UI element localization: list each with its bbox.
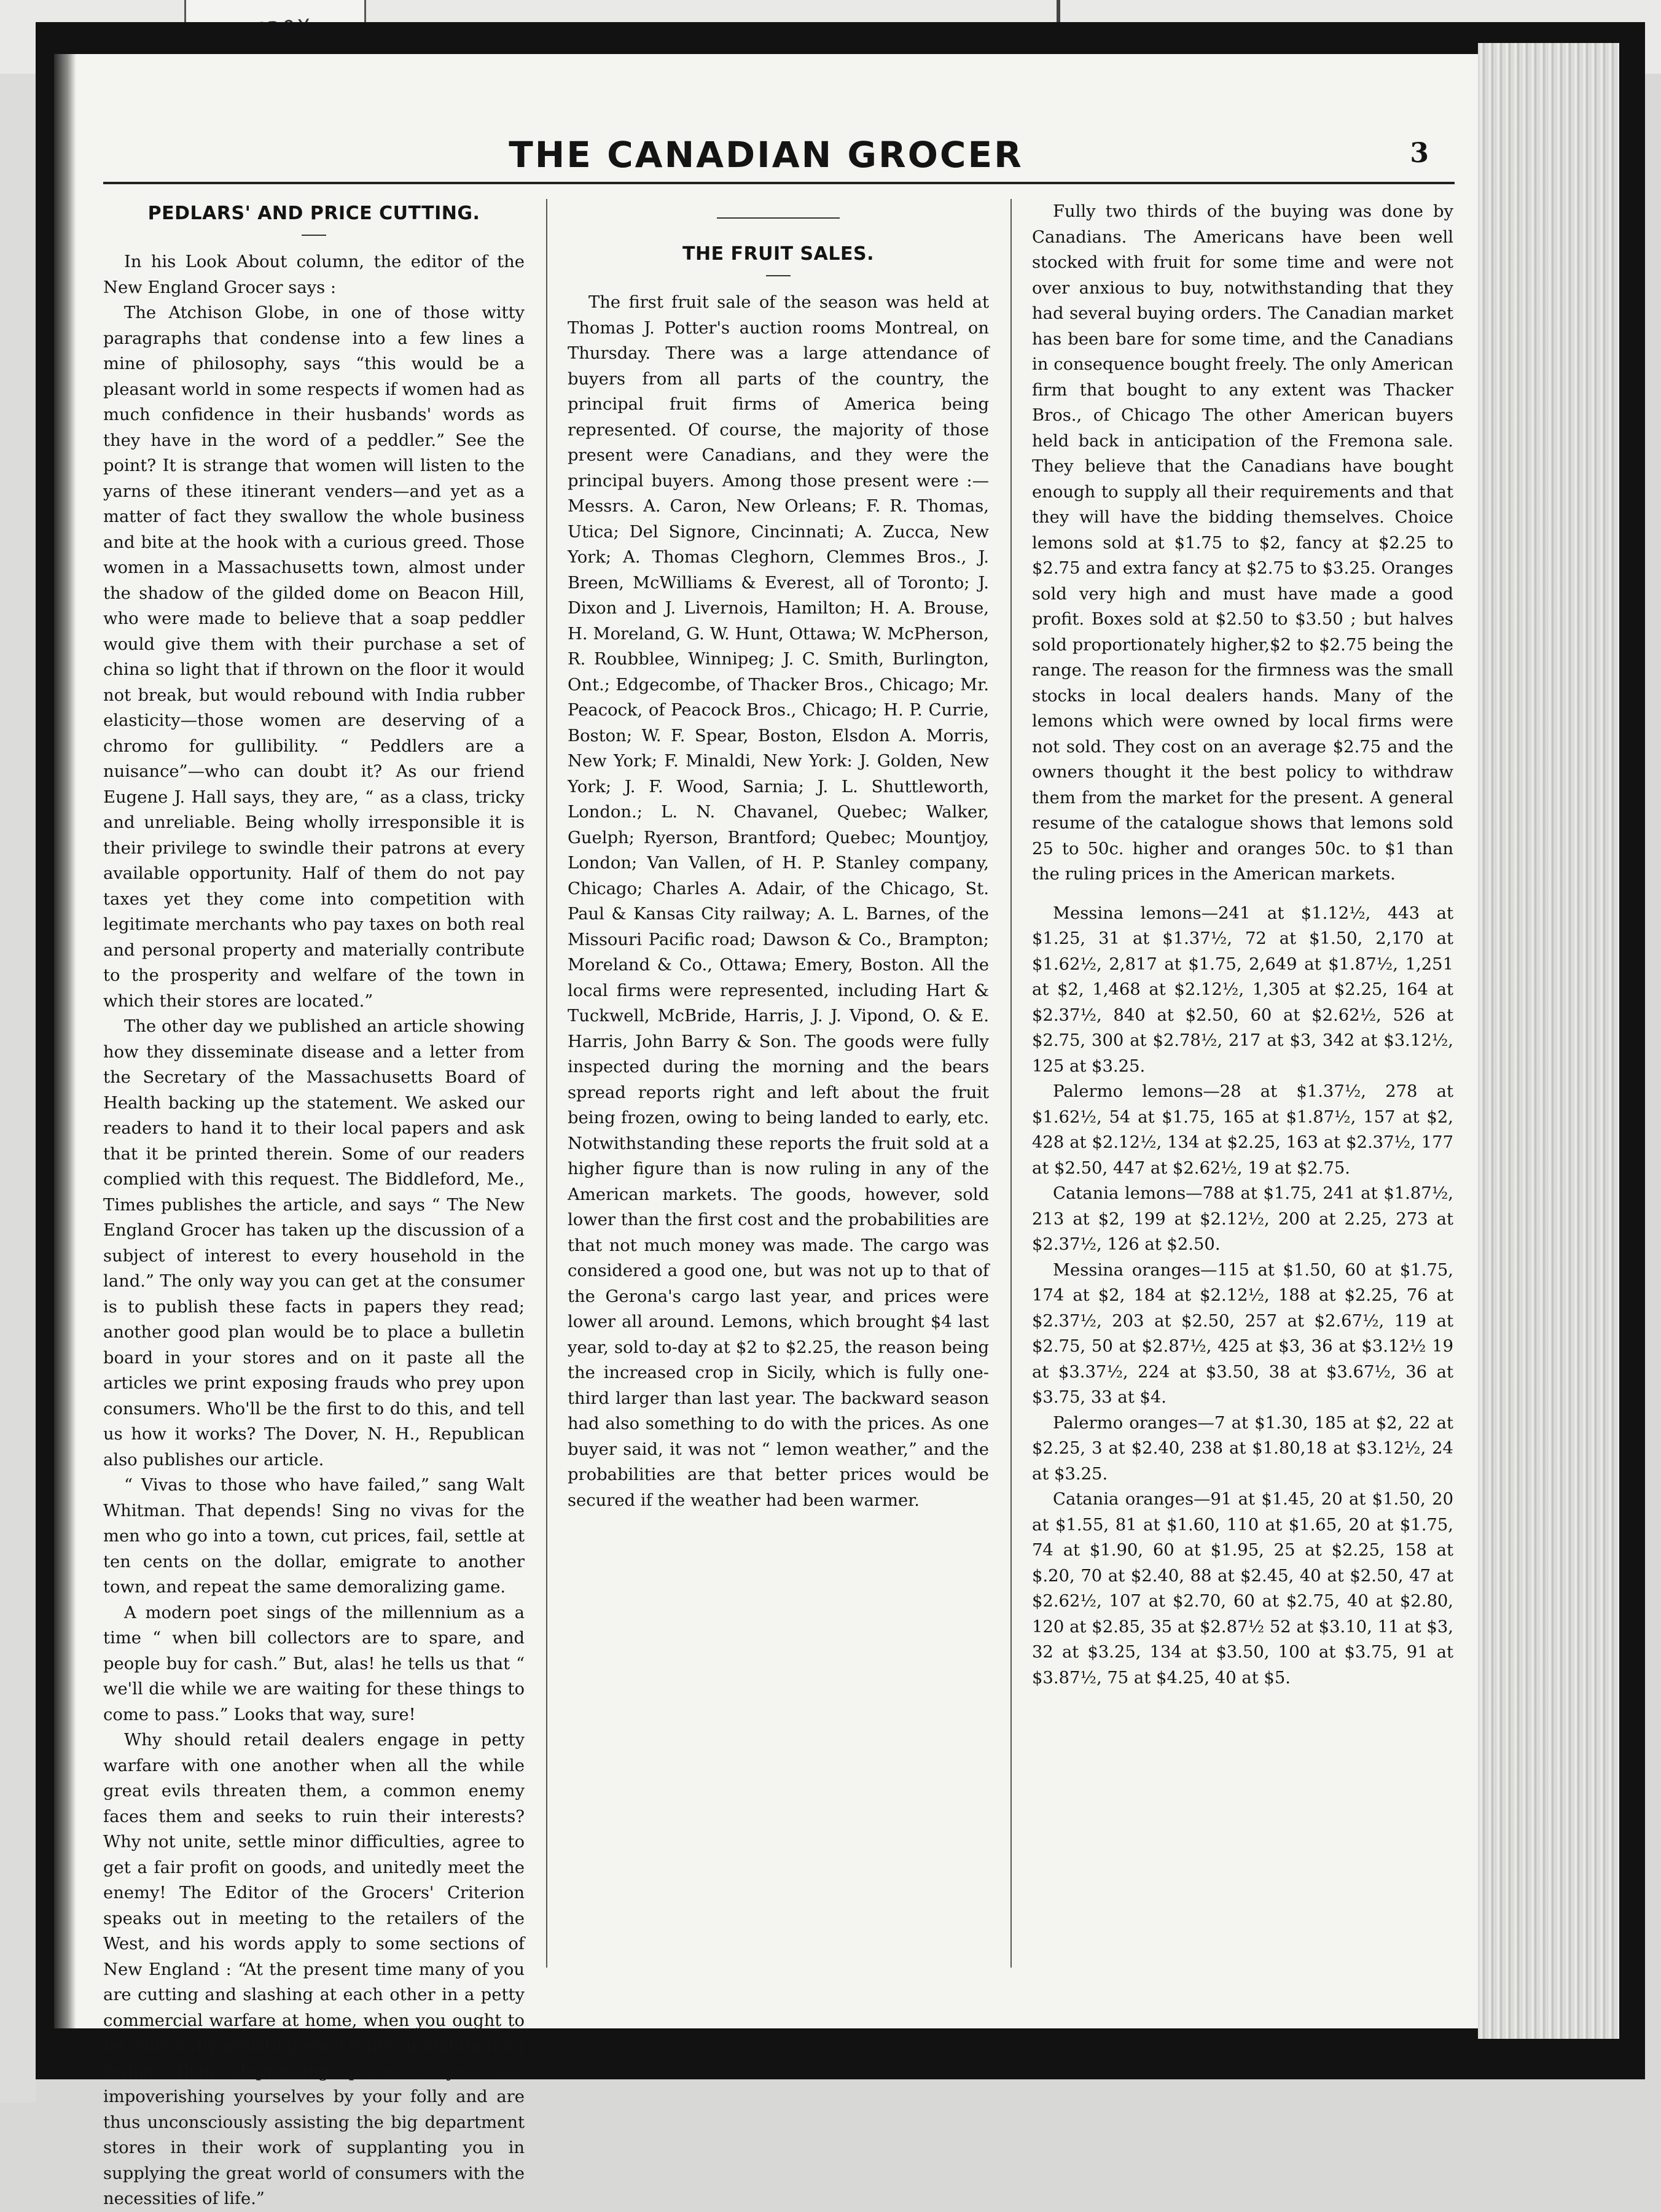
paragraph: Why should retail dealers engage in petty warfare with one another when all the while great evils threaten them, a common enemy faces them and seeks to ruin their interests? Why not unite, settle minor difficulties, agree to get a fair profit on goods, and unitedly meet the enemy! The Editor of the Grocers' Criterion speaks out in meeting to the retailers of the West, and his words apply to some sections of New England : “At the present time many of you are cutting and slashing at each other in a petty commercial warfare at home, when you ought to be constantly assisting each other in maintaining rather than depressing prices ; you are impoverishing yourselves by your folly and are thus unconsciously assisting the big department stores in their work of supplanting you in supplying the great world of consumers with the necessities of life.”	[103, 1731, 525, 2208]
paragraph: The other day we published an article showing how they disseminate disease and a letter from the Secretary of the Massachusetts Board of Health backing up the statement. We asked our readers to hand it to their local papers and ask that it be printed therein. Some of our readers complied with this request. The Biddleford, Me., Times publishes the article, and says “ The New England Grocer has taken up the discussion of a subject of interest to every household in the land.” The only way you can get at the consumer is to publish these facts in papers they read; another good plan would be to place a bulletin board in your stores and on it paste all the articles we print exposing frauds who prey upon consumers. Who'll be the first to do this, and tell us how it works? The Dover, N. H., Republican also publishes our article.	[103, 1017, 525, 1470]
column-3	[1032, 199, 1453, 1980]
paragraph: A modern poet sings of the millennium as a time “ when bill collectors are to spare, and people buy for cash.” But, alas! he tells us that “ we'll die while we are waiting for these things to come to pass.” Looks that way, sure!	[103, 1603, 525, 1724]
page-header	[54, 134, 1478, 189]
column-1	[103, 199, 525, 2208]
page-gutter	[54, 54, 76, 2028]
spacer	[1032, 887, 1453, 901]
paragraph: Fully two thirds of the buying was done by Canadians. The Americans have been well stocked with fruit for some time and were not over anxious to buy, notwithstanding that they had several buying orders. The Canadian market has been bare for some time, and the Canadians in consequence bought freely. The only American firm that bought to any extent was Thacker Bros., of Chicago The other American buyers held back in anticipation of the Fremona sale. They believe that the Canadians have bought enough to supply all their requirements and that they will have the bidding themselves. Choice lemons sold at $1.75 to $2, fancy at $2.25 to $2.75 and extra fancy at $2.75 to $3.25. Oranges sold very high and must have made a good profit. Boxes sold at $2.50 to $3.50 ; but halves sold proportionately higher,$2 to $2.75 being the range. The reason for the firmness was the small stocks in local dealers hands. Many of the lemons which were owned by local firms were not sold. They cost on an average $2.75 and the owners thought it the best policy to withdraw them from the market for the present. A general resume of the catalogue shows that lemons sold 25 to 50c. higher and oranges 50c. to $1 than the ruling prices in the American markets.	[1032, 202, 1453, 884]
heading-rule	[302, 235, 326, 236]
paragraph: “ Vivas to those who have failed,” sang Walt Whitman. That depends! Sing no vivas for the men who go into a town, cut prices, fail, settle at ten cents on the dollar, emigrate to another town, and repeat the same demoralizing game.	[103, 1476, 525, 1597]
paragraph: In his Look About column, the editor of the New England Grocer says :	[103, 252, 525, 297]
article-heading-fruit-sales: THE FRUIT SALES.	[682, 243, 874, 265]
page-number: 3	[1410, 138, 1429, 169]
price-list-palermo-oranges: Palermo oranges—7 at $1.30, 185 at $2, 22 at $2.25, 3 at $2.40, 238 at $1.80,18 at $3.12½, 24 at $3.25.	[1032, 1413, 1453, 1484]
column-divider	[1010, 199, 1012, 1968]
paragraph: The first fruit sale of the season was held at Thomas J. Potter's auction rooms Montreal, on Thursday. There was a large attendance of buyers from all parts of the country, the principal fruit firms of America being represented. Of course, the majority of those present were Canadians, and they were the principal buyers. Among those present were :—Messrs. A. Caron, New Orleans; F. R. Thomas, Utica; Del Signore, Cincinnati; A. Zucca, New York; A. Thomas Cleghorn, Clemmes Bros., J. Breen, McWilliams & Everest, all of Toronto; J. Dixon and J. Livernois, Hamilton; H. A. Brouse, H. Moreland, G. W. Hunt, Ottawa; W. McPherson, R. Roubblee, Winnipeg; J. C. Smith, Burlington, Ont.; Edgecombe, of Thacker Bros., Chicago; Mr. Peacock, of Peacock Bros., Chicago; H. P. Currie, Boston; W. F. Spear, Boston, Elsdon A. Morris, New York; F. Minaldi, New York: J. Golden, New York; J. F. Wood, Sarnia; J. L. Shuttleworth, London.; L. N. Chavanel, Quebec; Walker, Guelph; Ryerson, Brantford; Quebec; Mountjoy, London; Van Vallen, of H. P. Stanley company, Chicago; Charles A. Adair, of the Chicago, St. Paul & Kansas City railway; A. L. Barnes, of the Missouri Pacific road; Dawson & Co., Brampton; Moreland & Co., Ottawa; Emery, Boston. All the local firms were represented, including Hart & Tuckwell, McBride, Harris, J. J. Vipond, O. & E. Harris, John Barry & Son. The goods were fully inspected during the morning and the bears spread reports right and left about the fruit being frozen, owing to being landed to early, etc. Notwithstanding these reports the fruit sold at a higher figure than is now ruling in any of the American markets. The goods, however, sold lower than the first cost and the probabilities are that not much money was made. The cargo was considered a good one, but was not up to that of the Gerona's cargo last year, and prices were lower all around. Lemons, which brought $4 last year, sold to-day at $2 to $2.25, the reason being the increased crop in Sicily, which is fully one-third larger than last year. The backward season had also something to do with the prices. As one buyer said, it was not “ lemon weather,” and the probabilities are that better prices would be secured if the weather had been warmer.	[568, 293, 989, 1510]
newspaper-page	[54, 54, 1478, 2208]
column-2	[568, 199, 989, 1980]
paragraph: The Atchison Globe, in one of those witty paragraphs that condense into a few lines a mine of philosophy, says “this would be a pleasant world in some respects if women had as much confidence in their husbands' words as they have in the word of a peddler.” See the point? It is strange that women will listen to the yarns of these itinerant venders—and yet as a matter of fact they swallow the whole business and bite at the hook with a curious greed. Those women in a Massachusetts town, almost under the shadow of the gilded dome on Beacon Hill, who were made to believe that a soap peddler would give them with their purchase a set of china so light that if thrown on the floor it would not break, but would rebound with India rubber elasticity—those women are deserving of a chromo for gullibility. “ Peddlers are a nuisance”—who can doubt it? As our friend Eugene J. Hall says, they are, “ as a class, tricky and unreliable. Being wholly irresponsible it is their privilege to swindle their patrons at every available opportunity. Half of them do not pay taxes yet they come into competition with legitimate merchants who pay taxes on both real and personal property and materially contribute to the prosperity and welfare of the town in which their stores are located.”	[103, 303, 525, 1011]
price-list-messina-oranges: Messina oranges—115 at $1.50, 60 at $1.75, 174 at $2, 184 at $2.12½, 188 at $2.25, 76 at $2.37½, 203 at $2.50, 257 at $2.67½, 119 at $2.75, 50 at $2.87½, 425 at $3, 36 at $3.12½ 19 at $3.37½, 224 at $3.50, 38 at $3.67½, 36 at $3.75, 33 at $4.	[1032, 1260, 1453, 1407]
price-list-catania-oranges: Catania oranges—91 at $1.45, 20 at $1.50, 20 at $1.55, 81 at $1.60, 110 at $1.65, 20 at $1.75, 74 at $1.90, 60 at $1.95, 25 at $2.25, 158 at $.20, 70 at $2.40, 88 at $2.45, 40 at $2.50, 47 at $2.62½, 107 at $2.70, 60 at $2.75, 40 at $2.80, 120 at $2.85, 35 at $2.87½ 52 at $3.10, 11 at $3, 32 at $3.25, 134 at $3.50, 100 at $3.75, 91 at $3.87½, 75 at $4.25, 40 at $5.	[1032, 1490, 1453, 1688]
masthead-title: THE CANADIAN GROCER	[509, 134, 1023, 176]
article-separator	[717, 217, 840, 219]
scan-left-margin	[0, 74, 36, 2103]
header-rule	[103, 182, 1455, 184]
column-divider	[546, 199, 547, 1968]
price-list-palermo-lemons: Palermo lemons—28 at $1.37½, 278 at $1.62½, 54 at $1.75, 165 at $1.87½, 157 at $2, 428 at $2.12½, 134 at $2.25, 163 at $2.37½, 177 at $2.50, 447 at $2.62½, 19 at $2.75.	[1032, 1082, 1453, 1178]
heading-rule	[766, 275, 791, 276]
article-columns	[103, 199, 1455, 2208]
article-heading-pedlars: PEDLARS' AND PRICE CUTTING.	[147, 203, 480, 224]
price-list-messina-lemons: Messina lemons—241 at $1.12½, 443 at $1.25, 31 at $1.37½, 72 at $1.50, 2,170 at $1.62½, 2,817 at $1.75, 2,649 at $1.87½, 1,251 at $2, 1,468 at $2.12½, 1,305 at $2.25, 164 at $2.37½, 840 at $2.50, 60 at $2.62½, 526 at $2.75, 300 at $2.78½, 217 at $3, 342 at $3.12½, 125 at $3.25.	[1032, 903, 1453, 1076]
page-edges	[1478, 43, 1619, 2039]
price-list-catania-lemons: Catania lemons—788 at $1.75, 241 at $1.87½, 213 at $2, 199 at $2.12½, 200 at 2.25, 273 at $2.37½, 126 at $2.50.	[1032, 1184, 1453, 1254]
